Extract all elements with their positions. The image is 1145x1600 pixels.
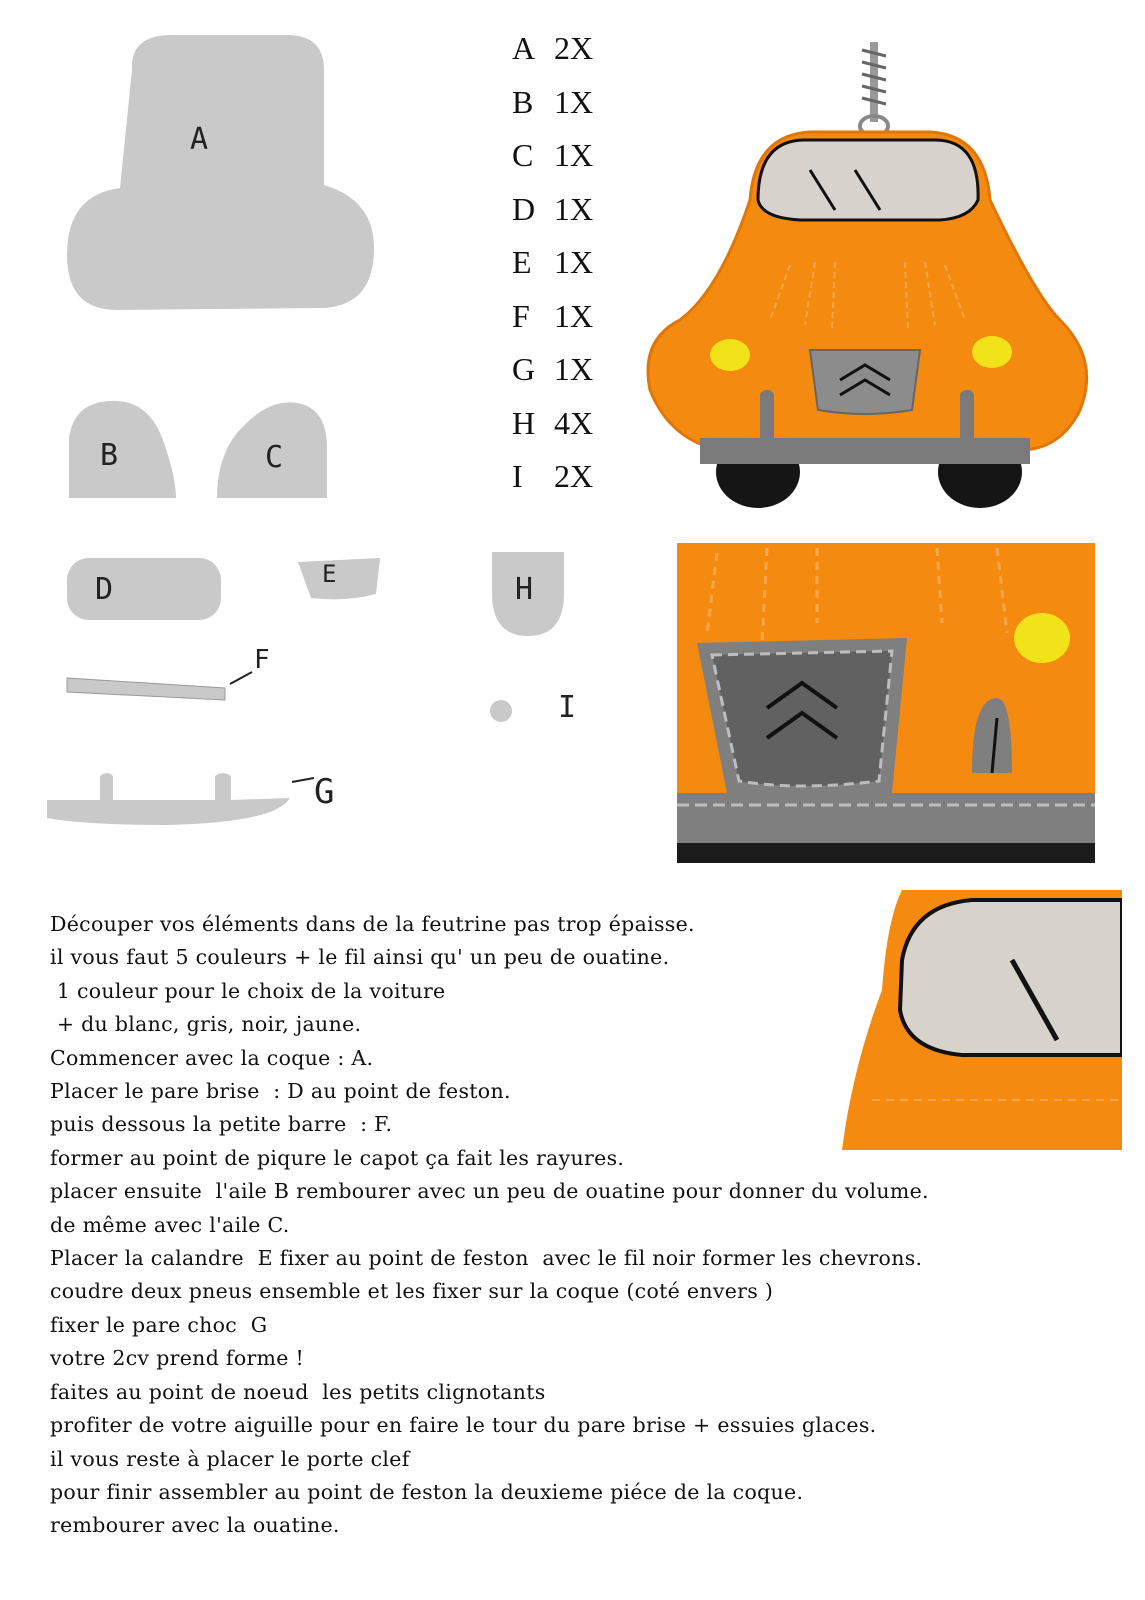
instruction-line: 1 couleur pour le choix de la voiture xyxy=(50,978,446,1003)
chain-icon xyxy=(860,42,888,136)
pattern-piece-b xyxy=(64,398,184,506)
piece-quantity: 1X xyxy=(554,244,594,280)
pattern-piece-e-label: E xyxy=(322,560,337,588)
instruction-line: Placer le pare brise : D au point de feston. xyxy=(50,1079,511,1104)
piece-quantity: 4X xyxy=(554,404,594,441)
piece-count-row xyxy=(512,129,593,183)
instruction-line: de même avec l'aile C. xyxy=(50,1212,290,1237)
piece-count-row xyxy=(512,290,593,344)
instruction-line: profiter de votre aiguille pour en faire le tour du pare brise + essuies glaces. xyxy=(50,1413,877,1438)
instruction-line: puis dessous la petite barre : F. xyxy=(50,1112,393,1137)
piece-quantity: 1X xyxy=(554,190,594,227)
piece-quantity: 2X xyxy=(554,30,594,66)
pattern-piece-a xyxy=(62,30,382,315)
instruction-line: Placer la calandre E fixer au point de feston avec le fil noir former les chevrons. xyxy=(50,1246,923,1271)
piece-quantity: 1X xyxy=(554,137,594,173)
piece-letter: F xyxy=(512,297,530,334)
pattern-piece-g xyxy=(45,768,295,830)
instruction-line: rembourer avec la ouatine. xyxy=(50,1513,340,1538)
piece-letter: D xyxy=(512,190,536,227)
instruction-line: former au point de piqure le capot ça fait les rayures. xyxy=(50,1145,625,1170)
instruction-line: fixer le pare choc G xyxy=(50,1312,268,1337)
piece-count-row xyxy=(512,22,593,76)
piece-letter: C xyxy=(512,137,534,173)
pattern-piece-b-label: B xyxy=(100,438,119,473)
pattern-piece-g-label: G xyxy=(314,772,335,812)
finished-keychain-photo xyxy=(640,40,1095,510)
piece-quantity: 1X xyxy=(554,351,594,387)
pattern-piece-i-label: I xyxy=(558,690,577,725)
pattern-piece-f-label: F xyxy=(254,645,270,675)
piece-quantity: 2X xyxy=(554,458,594,494)
instruction-line: faites au point de noeud les petits clignotants xyxy=(50,1379,546,1404)
piece-count-row xyxy=(512,183,593,237)
piece-quantity: 1X xyxy=(554,297,594,334)
piece-count-row xyxy=(512,343,593,397)
pattern-piece-d xyxy=(65,556,225,626)
pattern-piece-d-label: D xyxy=(95,572,114,607)
instruction-line: il vous reste à placer le porte clef xyxy=(50,1446,410,1471)
pattern-piece-h-label: H xyxy=(515,572,534,607)
instruction-line: votre 2cv prend forme ! xyxy=(50,1346,305,1371)
piece-count-row xyxy=(512,76,593,130)
pattern-piece-i xyxy=(488,698,516,726)
instruction-line: pour finir assembler au point de feston la deuxieme piéce de la coque. xyxy=(50,1479,804,1504)
grille-closeup-photo xyxy=(677,543,1095,863)
instruction-line: Découper vos éléments dans de la feutrine pas trop épaisse. xyxy=(50,912,695,936)
pattern-piece-e xyxy=(296,556,386,606)
piece-letter: E xyxy=(512,244,532,280)
piece-letter: A xyxy=(512,30,536,66)
pattern-piece-a-label: A xyxy=(190,122,209,157)
piece-count-row xyxy=(512,450,593,504)
piece-quantity: 1X xyxy=(554,83,594,120)
piece-count-row xyxy=(512,236,593,290)
pattern-piece-c-label: C xyxy=(265,440,284,475)
instruction-line: coudre deux pneus ensemble et les fixer sur la coque (coté envers ) xyxy=(50,1279,774,1304)
piece-count-row xyxy=(512,397,593,451)
instruction-line: Commencer avec la coque : A. xyxy=(50,1045,374,1070)
instruction-line: placer ensuite l'aile B rembourer avec un peu de ouatine pour donner du volume. xyxy=(50,1179,929,1204)
instruction-line: + du blanc, gris, noir, jaune. xyxy=(50,1012,362,1037)
piece-letter: I xyxy=(512,458,523,494)
instruction-line: il vous faut 5 couleurs + le fil ainsi qu' un peu de ouatine. xyxy=(50,945,670,970)
instructions-text xyxy=(50,908,929,1543)
piece-letter: B xyxy=(512,83,534,120)
piece-letter: G xyxy=(512,351,536,387)
pattern-piece-f xyxy=(65,672,235,702)
piece-letter: H xyxy=(512,404,536,441)
piece-count-list xyxy=(512,22,593,504)
